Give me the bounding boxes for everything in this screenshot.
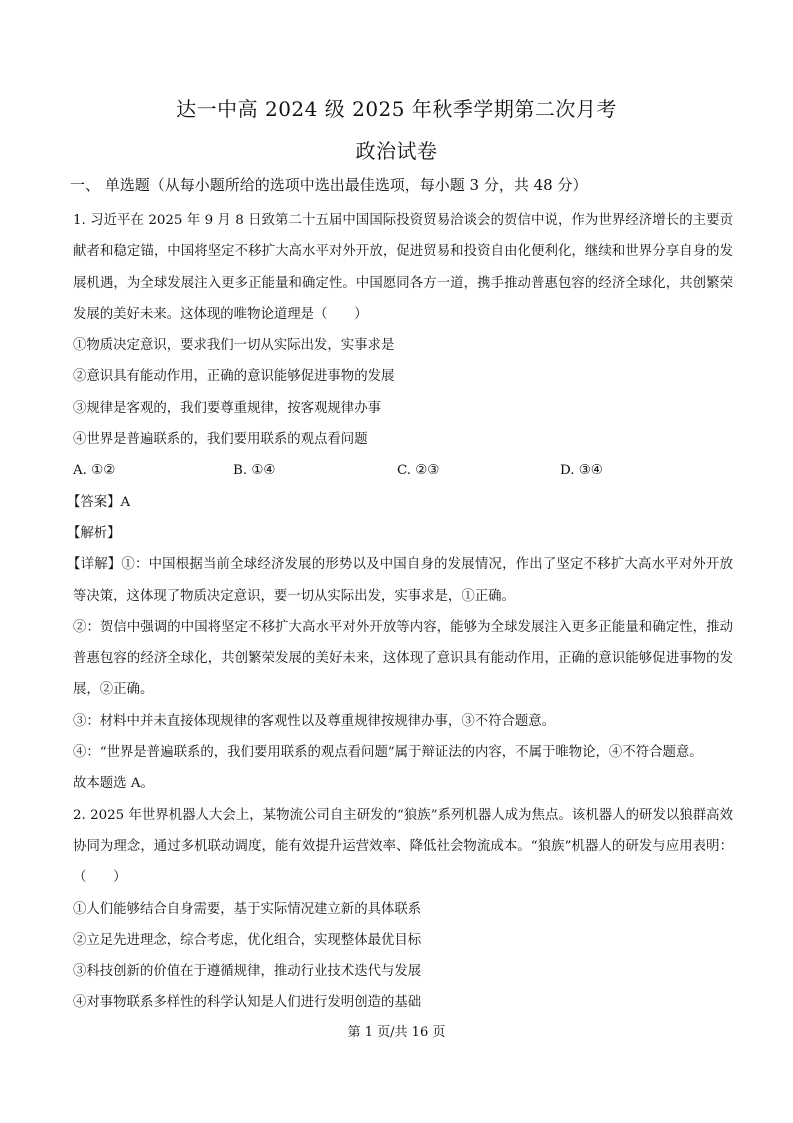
question-1-item-4: ④世界是普遍联系的，我们要用联系的观点看问题: [73, 432, 368, 448]
question-1-item-2: ②意识具有能动作用，正确的意识能够促进事物的发展: [73, 369, 395, 385]
detail-paragraph-2: ②：贺信中强调的中国将坚定不移扩大高水平对外开放等内容，能够为全球发展注入更多正能量和确定性，推动普惠包容的经济全球化，共创繁荣发展的美好未来，这体现了意识具有能动作用，正确的意识能够促进事物的发展，②正确。: [73, 619, 733, 698]
option-c: C. ②③: [397, 463, 440, 479]
question-1-stem: 1. 习近平在 2025 年 9 月 8 日致第二十五届中国国际投资贸易洽谈会的贺信中说，作为世界经济增长的主要贡献者和稳定锚，中国将坚定不移扩大高水平对外开放，促进贸易和投资自由化便利化，继续和世界分享自身的发展机遇，为全球发展注入更多正能量和确定性。中国愿同各方一道，携手推动普惠包容的经济全球化，共创繁荣发展的美好未来。这体现的唯物论道理是（ ）: [73, 213, 733, 322]
conclusion-line: 故本题选 A。: [73, 776, 154, 792]
analysis-text: 【解析】: [67, 525, 121, 541]
answer-label: [67, 487, 733, 518]
question-2-item-3: ③科技创新的价值在于遵循规律，推动行业技术迭代与发展: [73, 964, 422, 980]
section-heading: 一、 单选题（从每小题所给的选项中选出最佳选项，每小题 3 分，共 48 分）: [70, 176, 588, 194]
option-d: D. ③④: [560, 463, 603, 479]
exam-title: 达一中高 2024 级 2025 年秋季学期第二次月考: [176, 97, 617, 121]
detail-paragraph-3: ③：材料中并未直接体现规律的客观性以及尊重规律按规律办事，③不符合题意。: [73, 713, 556, 729]
question-2-item-2: ②立足先进理念，综合考虑，优化组合，实现整体最优目标: [73, 932, 422, 948]
option-a: A. ①②: [73, 463, 116, 479]
question-1-options: [73, 455, 733, 486]
answer-text: 【答案】A: [67, 494, 131, 510]
question-2-item-1: ①人们能够结合自身需要，基于实际情况建立新的具体联系: [73, 901, 422, 917]
detail-paragraph-1: [67, 549, 733, 612]
exam-subject-title: 政治试卷: [355, 139, 438, 163]
question-2-stem: 2. 2025 年世界机器人大会上，某物流公司自主研发的“狼族”系列机器人成为焦点。该机器人的研发以狼群高效协同为理念，通过多机联动调度，能有效提升运营效率、降低社会物流成本。“狼族”机器人的研发与应用表明：（ ）: [73, 807, 733, 886]
question-2-item-4: ④对事物联系多样性的科学认知是人们进行发明创造的基础: [73, 995, 422, 1011]
option-b: B. ①④: [233, 463, 276, 479]
detail-paragraph-4: ④：“世界是普遍联系的，我们要用联系的观点看问题”属于辩证法的内容，不属于唯物论，④不符合题意。: [73, 745, 703, 761]
question-content: [67, 205, 733, 1019]
question-1-item-1: ①物质决定意识，要求我们一切从实际出发，实事求是: [73, 338, 395, 354]
page-footer: 第 1 页/共 16 页: [347, 1025, 446, 1040]
question-1-item-3: ③规律是客观的，我们要尊重规律，按客观规律办事: [73, 400, 381, 416]
detail-text-1: 【详解】①：中国根据当前全球经济发展的形势以及中国自身的发展情况，作出了坚定不移扩大高水平对外开放等决策，这体现了物质决定意识，要一切从实际出发，实事求是，①正确。: [67, 557, 733, 604]
analysis-label: [67, 518, 733, 549]
